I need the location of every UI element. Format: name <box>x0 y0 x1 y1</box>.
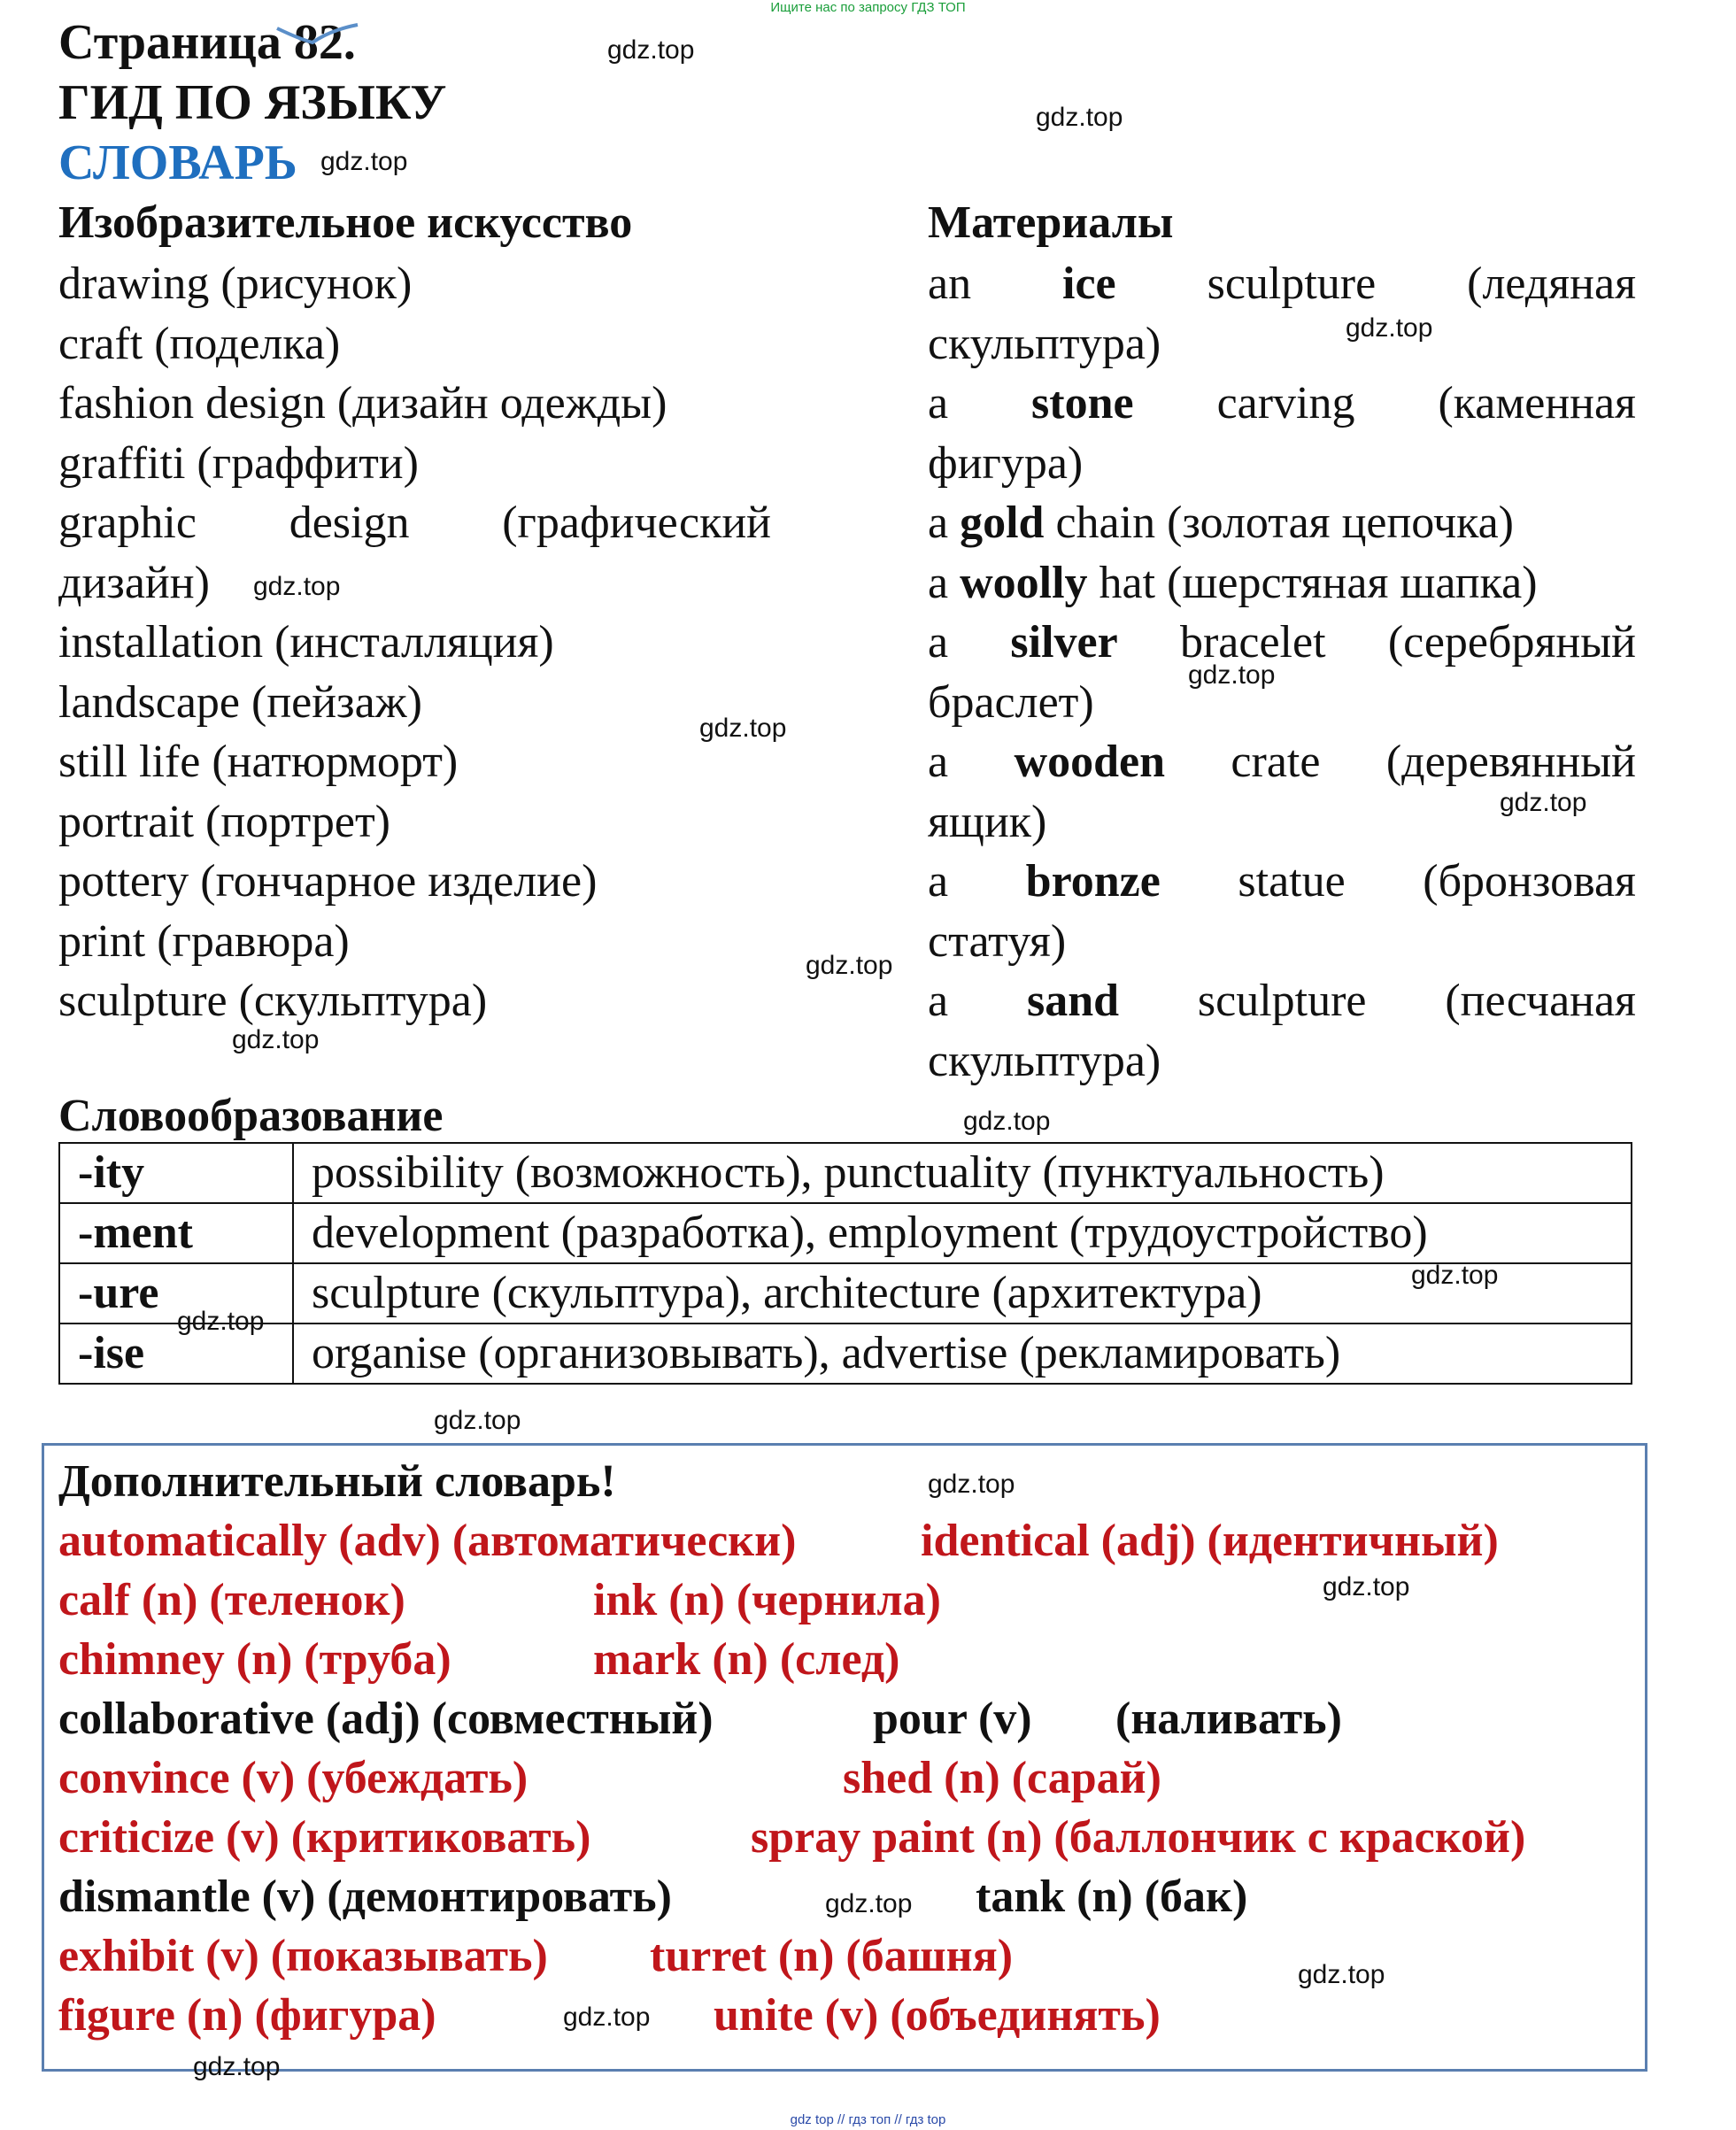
section-guide-title: ГИД ПО ЯЗЫКУ <box>58 75 447 130</box>
table-row <box>59 1143 1632 1203</box>
watermark: gdz.top <box>806 951 893 980</box>
bottom-banner: gdz top // гдз топ // гдз top <box>790 2112 946 2127</box>
list-item: landscape (пейзаж) <box>58 676 422 728</box>
list-item: print (гравюра) <box>58 915 350 967</box>
watermark: gdz.top <box>1323 1572 1410 1601</box>
examples-cell: development (разработка), employment (трудоустройство) <box>293 1203 1632 1263</box>
list-item: still life (натюрморт) <box>58 737 459 787</box>
watermark: gdz.top <box>928 1470 1015 1499</box>
examples-cell: organise (организовывать), advertise (рекламировать) <box>293 1324 1632 1384</box>
list-item: fashion design (дизайн одежды) <box>58 378 667 428</box>
arts-list <box>58 254 771 1031</box>
watermark: gdz.top <box>1036 103 1123 132</box>
top-banner: Ищите нас по запросу ГДЗ ТОП <box>770 0 966 15</box>
extra-item: criticize (v) (критиковать) <box>58 1812 591 1863</box>
list-item: a wooden crate (деревянный <box>928 737 1636 787</box>
extra-item: chimney (n) (труба) <box>58 1634 451 1685</box>
word-formation-table <box>58 1142 1632 1385</box>
extra-item: ink (n) (чернила) <box>593 1575 941 1625</box>
list-item: a gold chain (золотая цепочка) <box>928 498 1514 548</box>
list-item: installation (инсталляция) <box>58 617 554 668</box>
watermark: gdz.top <box>1346 313 1433 343</box>
list-item: a bronze statue (бронзовая <box>928 856 1636 907</box>
suffix-cell: -ure <box>59 1263 293 1324</box>
list-item: a stone carving (каменная <box>928 378 1636 428</box>
watermark: gdz.top <box>253 572 341 601</box>
materials-list <box>928 254 1636 1091</box>
list-item: craft (поделка) <box>58 318 341 369</box>
extra-item: spray paint (n) (баллончик с краской) <box>751 1812 1526 1863</box>
list-item-continuation: фигура) <box>928 437 1084 489</box>
extra-item: unite (v) (объединять) <box>714 1990 1161 2041</box>
examples-cell: sculpture (скульптура), architecture (архитектура) <box>293 1263 1632 1324</box>
list-item: дизайн) <box>58 557 210 608</box>
list-item: sculpture (скульптура) <box>58 976 488 1026</box>
table-row <box>59 1324 1632 1384</box>
list-item-continuation: статуя) <box>928 915 1067 967</box>
checkmark-icon <box>273 21 361 48</box>
watermark: gdz.top <box>1500 788 1587 817</box>
arts-heading: Изобразительное искусство <box>58 197 633 248</box>
extra-item: dismantle (v) (демонтировать) <box>58 1871 672 1922</box>
extra-item-translation: (наливать) <box>1115 1694 1342 1744</box>
list-item: an ice sculpture (ледяная <box>928 259 1636 309</box>
list-item: drawing (рисунок) <box>58 259 413 309</box>
watermark: gdz.top <box>193 2052 281 2081</box>
watermark: gdz.top <box>232 1025 320 1054</box>
watermark: gdz.top <box>699 714 787 743</box>
list-item-continuation: скульптура) <box>928 1035 1161 1086</box>
extra-item: automatically (adv) (автоматически) <box>58 1516 797 1566</box>
watermark: gdz.top <box>607 35 695 65</box>
extra-item: collaborative (adj) (совместный) <box>58 1694 714 1744</box>
list-item: a silver bracelet (серебряный <box>928 617 1636 668</box>
watermark: gdz.top <box>563 2003 651 2032</box>
list-item-continuation: ящик) <box>928 796 1047 847</box>
examples-cell: possibility (возможность), punctuality (пунктуальность) <box>293 1143 1632 1203</box>
list-item-continuation: скульптура) <box>928 318 1161 369</box>
extra-item: identical (adj) (идентичный) <box>921 1516 1499 1566</box>
watermark: gdz.top <box>320 147 408 176</box>
extra-item: mark (n) (след) <box>593 1634 900 1685</box>
suffix-cell: -ise <box>59 1324 293 1384</box>
table-row <box>59 1203 1632 1263</box>
list-item: graffiti (граффити) <box>58 437 419 489</box>
list-item: a sand sculpture (песчаная <box>928 976 1636 1026</box>
list-item-continuation: браслет) <box>928 676 1094 728</box>
extra-item: pour (v) <box>873 1694 1032 1744</box>
extra-item: convince (v) (убеждать) <box>58 1753 529 1803</box>
extra-item: figure (n) (фигура) <box>58 1990 436 2041</box>
extra-item: exhibit (v) (показывать) <box>58 1931 548 1981</box>
extra-vocabulary-title: Дополнительный словарь! <box>58 1456 616 1507</box>
extra-item: calf (n) (теленок) <box>58 1575 405 1625</box>
list-item: a woolly hat (шерстяная шапка) <box>928 557 1538 608</box>
page-title: Страница 82. <box>58 15 356 70</box>
suffix-cell: -ment <box>59 1203 293 1263</box>
watermark: gdz.top <box>177 1307 265 1336</box>
dictionary-title: СЛОВАРЬ <box>58 135 297 190</box>
extra-item: turret (n) (башня) <box>650 1931 1014 1981</box>
extra-item: shed (n) (сарай) <box>843 1753 1161 1803</box>
suffix-cell: -ity <box>59 1143 293 1203</box>
watermark: gdz.top <box>1411 1261 1499 1290</box>
word-formation-heading: Словообразование <box>58 1091 444 1141</box>
extra-item: tank (n) (бак) <box>976 1871 1248 1922</box>
watermark: gdz.top <box>963 1107 1051 1136</box>
table-row <box>59 1263 1632 1324</box>
watermark: gdz.top <box>825 1889 913 1918</box>
list-item: pottery (гончарное изделие) <box>58 856 598 907</box>
materials-heading: Материалы <box>928 197 1174 248</box>
watermark: gdz.top <box>1188 660 1276 690</box>
watermark: gdz.top <box>1298 1960 1385 1989</box>
watermark: gdz.top <box>434 1406 521 1435</box>
list-item: graphic design (графический <box>58 498 771 548</box>
list-item: portrait (портрет) <box>58 796 390 847</box>
